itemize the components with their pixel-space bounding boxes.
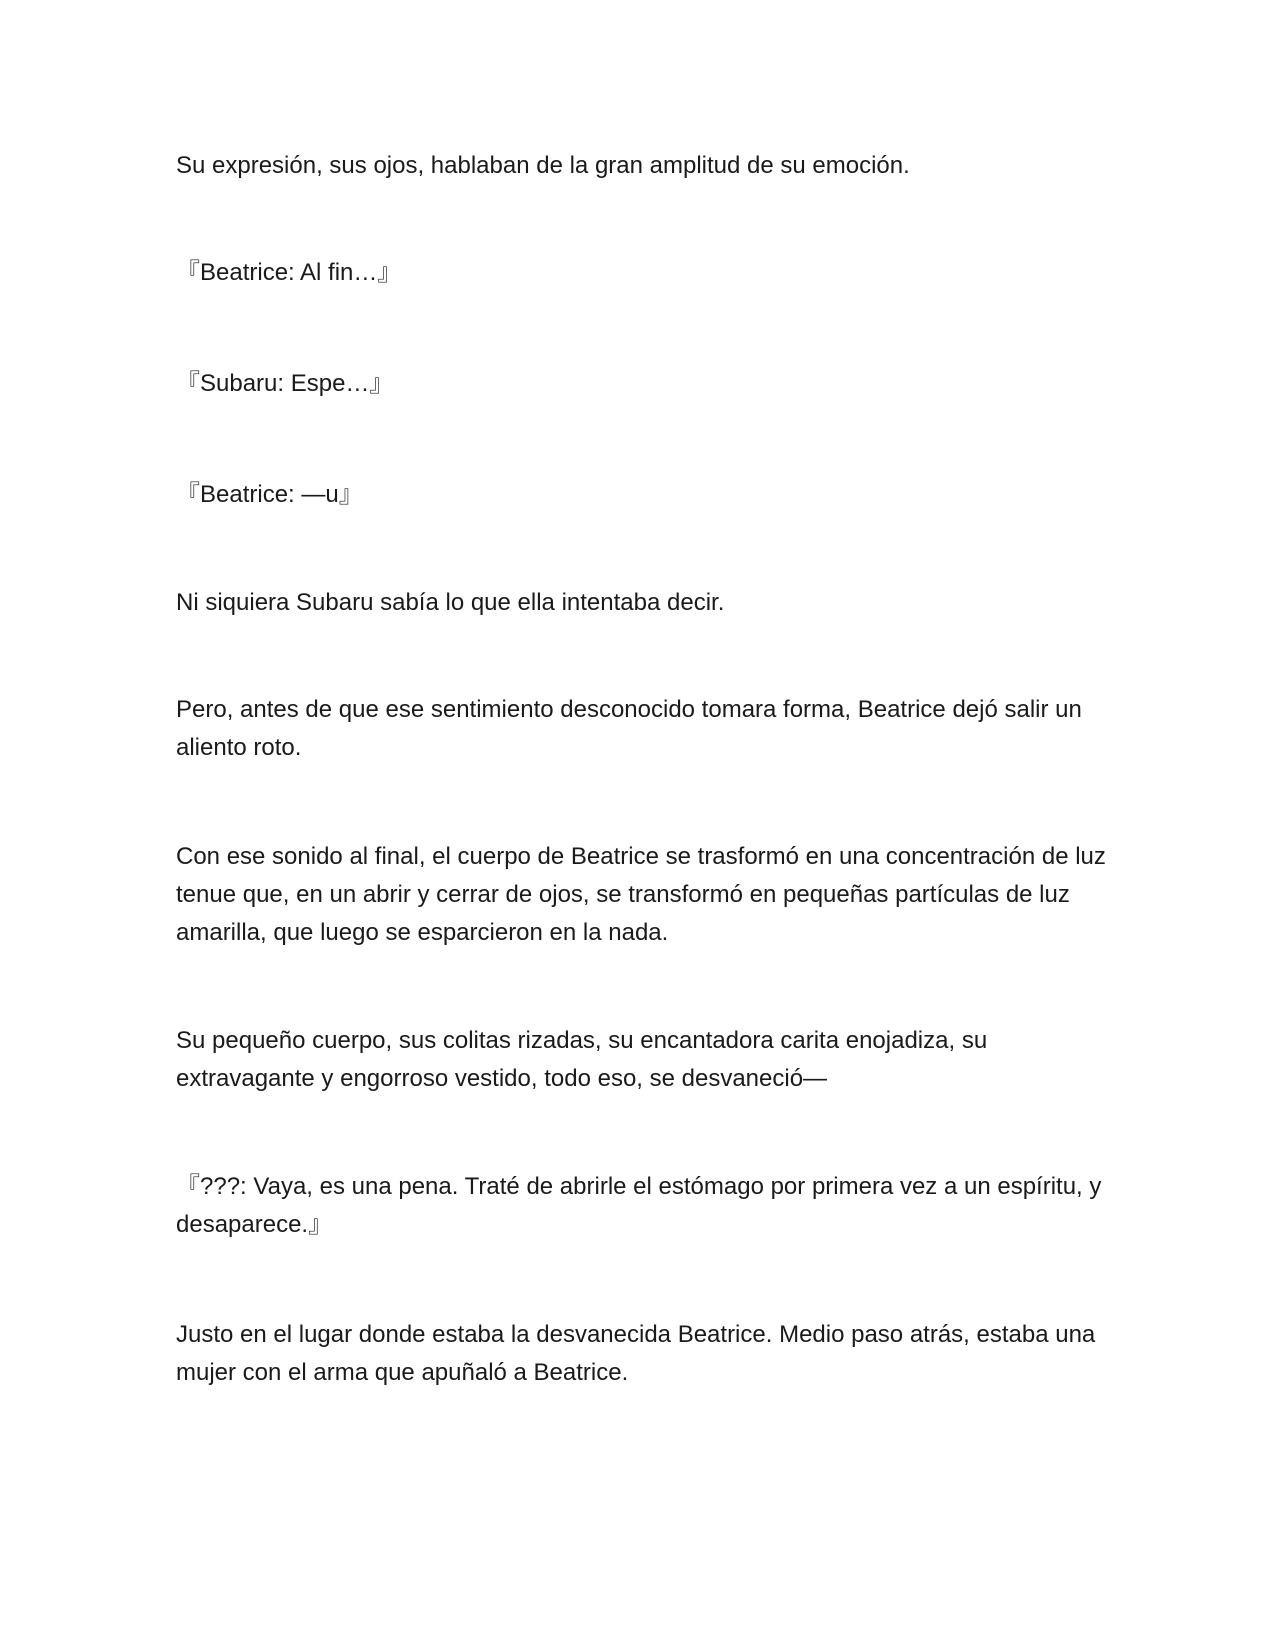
dialogue-unknown-speaker: 『???: Vaya, es una pena. Traté de abrirle el estómago por primera vez a un espíritu, y desaparece.』 <box>176 1173 1102 1238</box>
paragraph-pero: Pero, antes de que ese sentimiento desconocido tomara forma, Beatrice dejó salir un aliento roto. <box>176 696 1082 761</box>
paragraph-ni-siquiera: Ni siquiera Subaru sabía lo que ella intentaba decir. <box>176 589 725 616</box>
dialogue-subaru-espe: 『Subaru: Espe…』 <box>176 370 394 397</box>
paragraph-justo-en-el-lugar: Justo en el lugar donde estaba la desvanecida Beatrice. Medio paso atrás, estaba una mujer con el arma que apuñaló a Beatrice. <box>176 1321 1096 1386</box>
paragraph-con-ese-sonido: Con ese sonido al final, el cuerpo de Beatrice se trasformó en una concentración de luz tenue que, en un abrir y cerrar de ojos, se transformó en pequeñas partículas de luz amarilla, que luego se esparcieron en la nada. <box>176 843 1106 946</box>
dialogue-beatrice-u: 『Beatrice: —u』 <box>176 481 363 508</box>
paragraph-su-pequeno-cuerpo: Su pequeño cuerpo, sus colitas rizadas, su encantadora carita enojadiza, su extravagante y engorroso vestido, todo eso, se desvaneció— <box>176 1027 988 1092</box>
paragraph-emotion: Su expresión, sus ojos, hablaban de la gran amplitud de su emoción. <box>176 152 910 179</box>
dialogue-beatrice-al-fin: 『Beatrice: Al fin…』 <box>176 259 402 286</box>
